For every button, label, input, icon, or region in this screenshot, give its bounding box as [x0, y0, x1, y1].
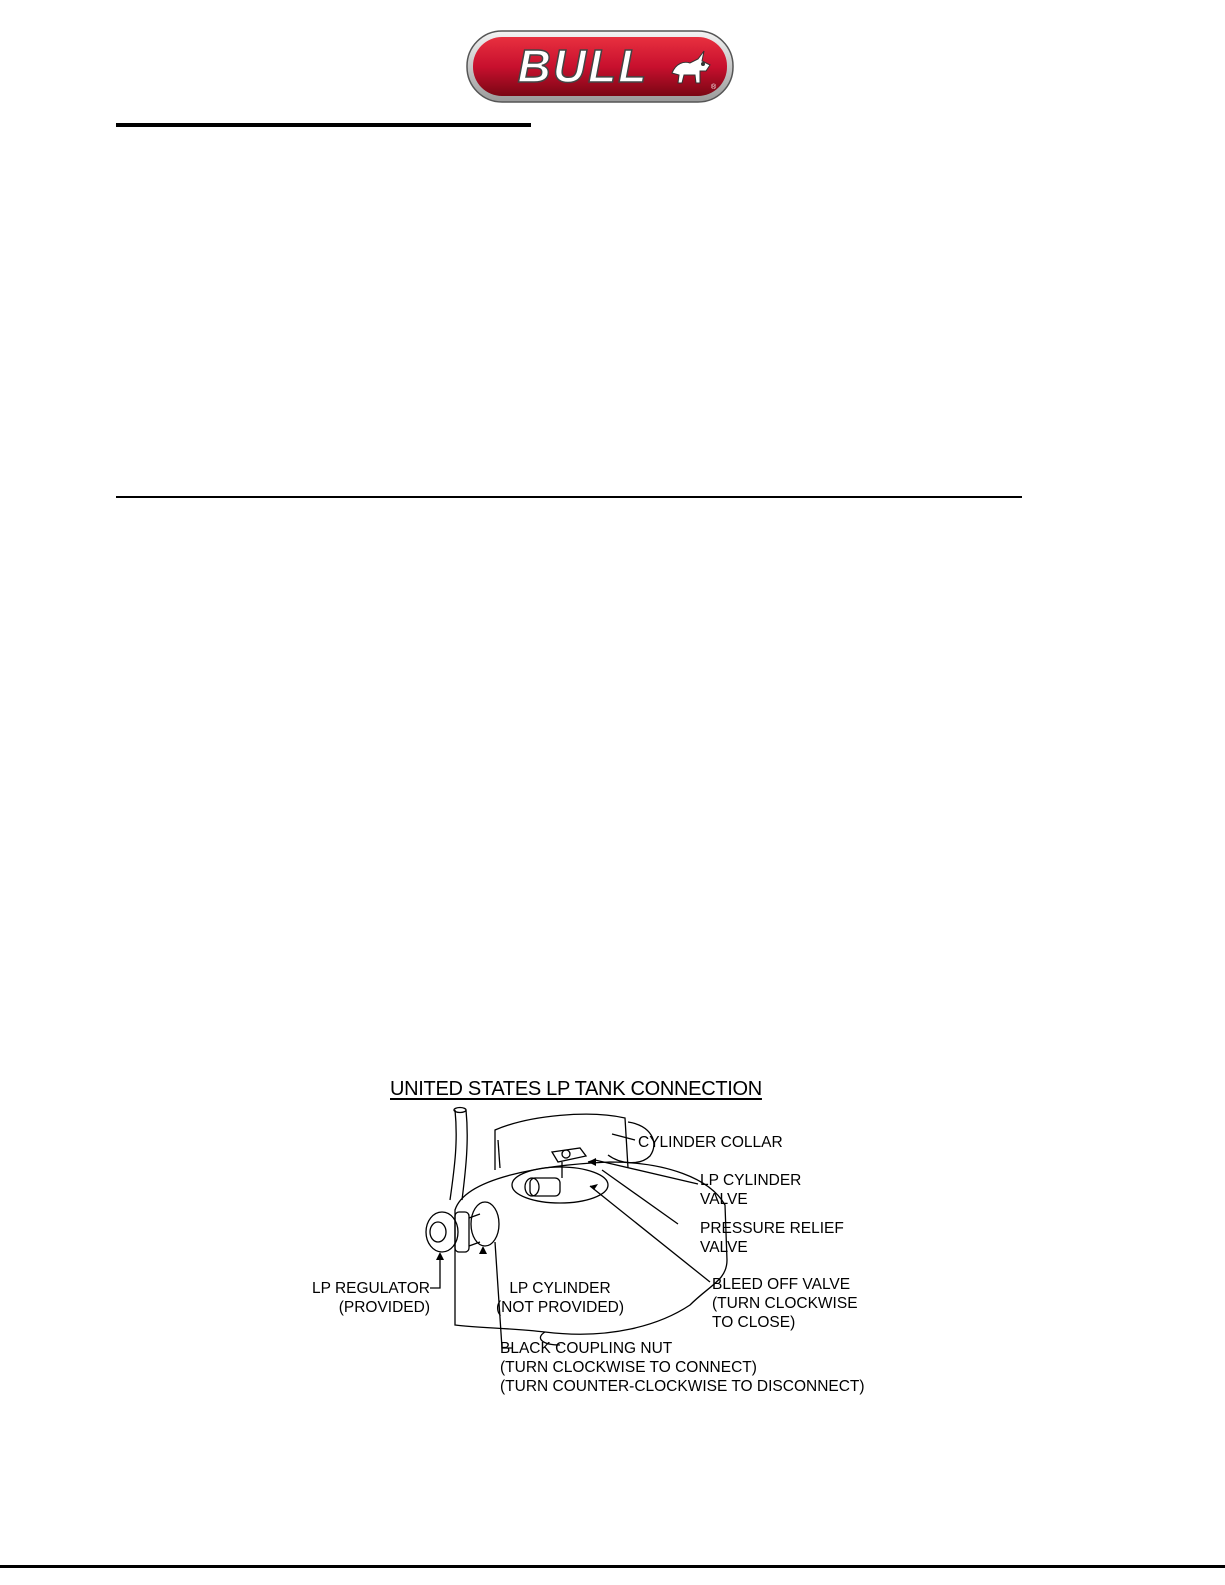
svg-text:®: ® — [711, 84, 717, 91]
header-rule — [116, 123, 531, 127]
label-cylinder-collar: CYLINDER COLLAR — [638, 1134, 783, 1151]
label-lp-regulator: LP REGULATOR (PROVIDED) — [311, 1280, 430, 1316]
footer-rule — [0, 1565, 1225, 1568]
label-bleed-off-valve: BLEED OFF VALVE (TURN CLOCKWISE TO CLOSE) — [712, 1276, 858, 1331]
label-pressure-relief-valve: PRESSURE RELIEF VALVE — [700, 1220, 844, 1256]
label-lp-cylinder-valve: LP CYLINDER VALVE — [700, 1172, 802, 1208]
section-divider — [116, 496, 1022, 498]
label-black-coupling-nut: BLACK COUPLING NUT (TURN CLOCKWISE TO CONNECT) (TURN COUNTER-CLOCKWISE TO DISCONNECT) — [500, 1340, 865, 1395]
figure-title: UNITED STATES LP TANK CONNECTION — [390, 1078, 762, 1100]
label-lp-cylinder: LP CYLINDER (NOT PROVIDED) — [495, 1280, 625, 1316]
bull-logo — [465, 29, 735, 104]
svg-text:BULL: BULL — [517, 40, 649, 92]
lp-tank-connection-figure — [290, 1070, 930, 1410]
